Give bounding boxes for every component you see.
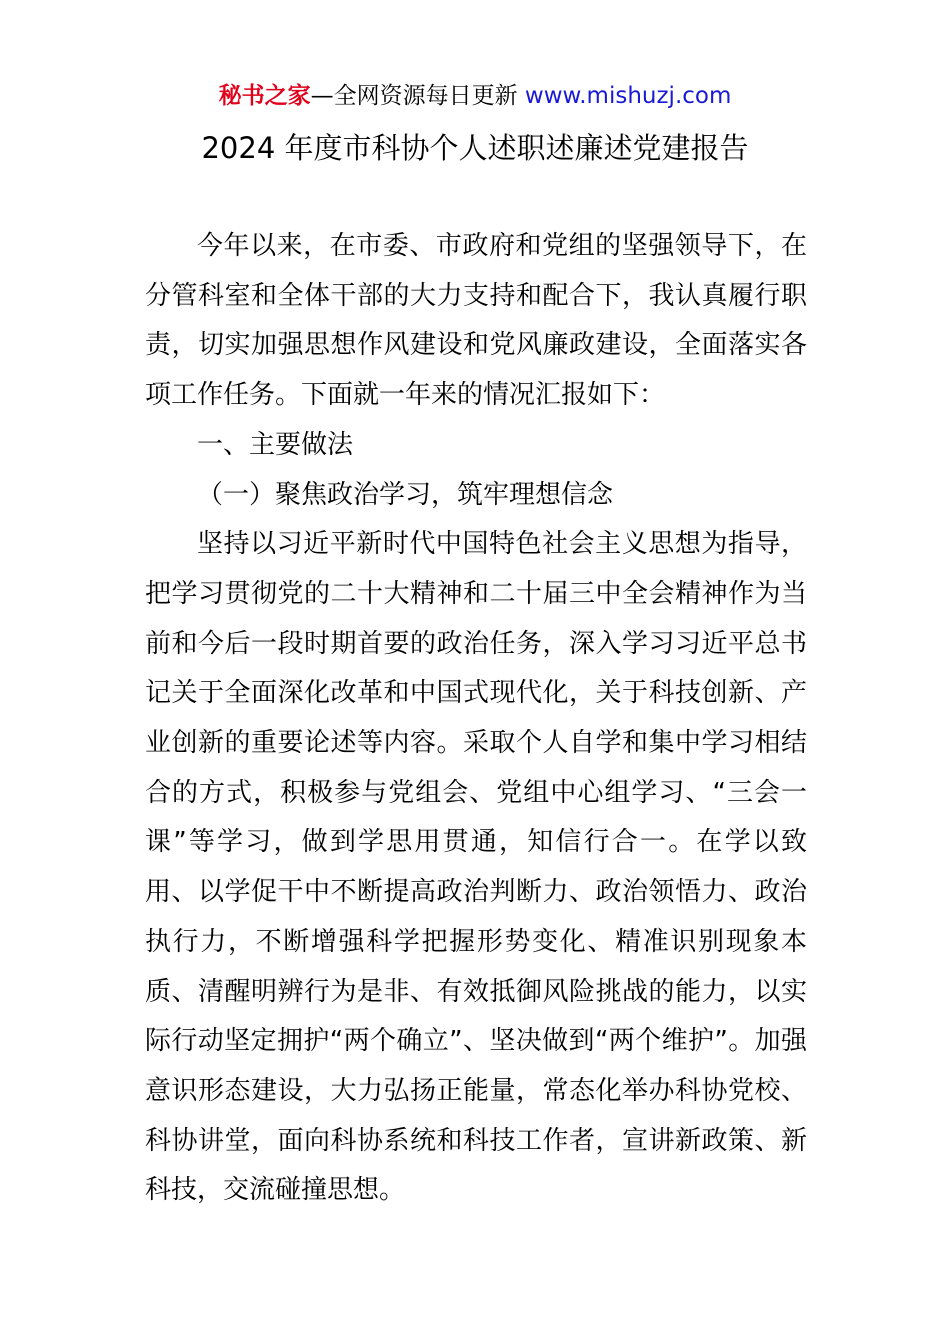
site-url-link[interactable]: www.mishuzj.com — [524, 83, 732, 109]
section-heading: 一、主要做法 — [197, 429, 354, 460]
subsection-heading: （一）聚焦政治学习，筑牢理想信念 — [197, 479, 614, 510]
site-header — [0, 80, 950, 112]
site-brand: 秘书之家 — [218, 83, 311, 109]
site-slogan: —全网资源每日更新 — [310, 83, 518, 109]
document-body — [145, 222, 807, 1216]
document-title: 2024 年度市科协个人述职述廉述党建报告 — [201, 131, 749, 165]
intro-paragraph: 今年以来，在市委、市政府和党组的坚强领导下，在分管科室和全体干部的大力支持和配合下，我认真履行职责，切实加强思想作风建设和党风廉政建设，全面落实各项工作任务。下面就一年来的情况汇报如下： — [145, 231, 807, 411]
body-paragraph: 坚持以习近平新时代中国特色社会主义思想为指导，把学习贯彻党的二十大精神和二十届三中全会精神作为当前和今后一段时期首要的政治任务，深入学习习近平总书记关于全面深化改革和中国式现代化，关于科技创新、产业创新的重要论述等内容。采取个人自学和集中学习相结合的方式，积极参与党组会、党组中心组学习、“三会一课”等学习，做到学思用贯通，知信行合一。在学以致用、以学促干中不断提高政治判断力、政治领悟力、政治执行力，不断增强科学把握形势变化、精准识别现象本质、清醒明辨行为是非、有效抵御风险挑战的能力，以实际行动坚定拥护“两个确立”、坚决做到“两个维护”。加强意识形态建设，大力弘扬正能量，常态化举办科协党校、科协讲堂，面向科协系统和科技工作者，宣讲新政策、新科技，交流碰撞思想。 — [145, 529, 807, 1206]
